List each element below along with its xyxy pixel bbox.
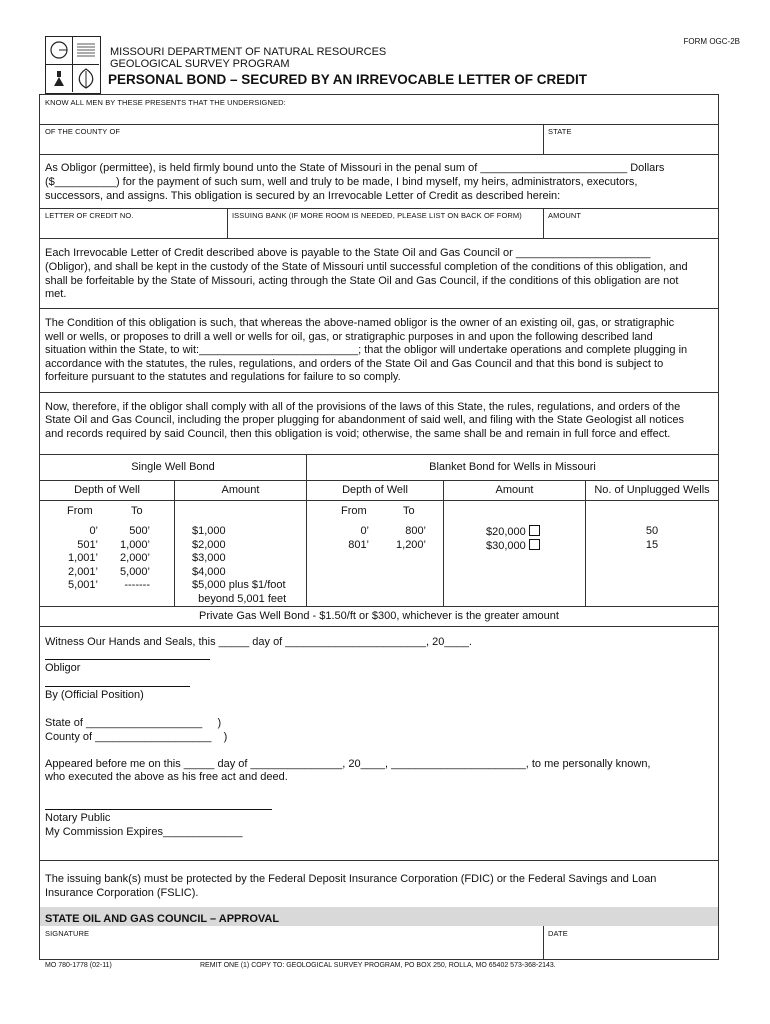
payable-line-1: Each Irrevocable Letter of Credit described above is payable to the State Oil and Gas Council or ______________________: [45, 247, 651, 259]
blanket-amount-row-1: [486, 525, 540, 540]
fdic-line-1: The issuing bank(s) must be protected by the Federal Deposit Insurance Corporation (FDIC) or the Federal Savings and Loan: [45, 873, 657, 885]
single-from-values: 0’ 501’ 1,001’ 2,001’ 5,001’: [68, 525, 98, 591]
therefore-line-2: State Oil and Gas Council, including the proper plugging for abandonment of said well, and filing with the State Geologist all notices: [45, 414, 684, 426]
payable-line-4: met.: [45, 288, 67, 300]
remit-address: REMIT ONE (1) COPY TO: GEOLOGICAL SURVEY PROGRAM, PO BOX 250, ROLLA, MO 65402 573-368-2143.: [200, 962, 556, 969]
department-name: MISSOURI DEPARTMENT OF NATURAL RESOURCES: [110, 46, 387, 58]
blanket-amount-row-2: [486, 539, 540, 554]
state-of-line: State of ___________________ ): [45, 717, 222, 729]
divider: [39, 392, 719, 393]
divider: [39, 480, 719, 481]
divider: [39, 154, 719, 155]
date-field[interactable]: DATE: [548, 929, 568, 938]
county-of-line: County of ___________________ ): [45, 731, 228, 743]
appeared-line-2: who executed the above as his free act and deed.: [45, 771, 288, 783]
blanket-amount-header: Amount: [495, 484, 534, 496]
single-to-header: To: [131, 505, 143, 517]
fdic-line-2: Insurance Corporation (FSLIC).: [45, 887, 199, 899]
therefore-line-1: Now, therefore, if the obligor shall comply with all of the provisions of the laws of this State, the rules, regulations, and orders of the: [45, 401, 681, 413]
blanket-depth-header: Depth of Well: [342, 484, 408, 496]
undersigned-field[interactable]: KNOW ALL MEN BY THESE PRESENTS THAT THE UNDERSIGNED:: [45, 98, 286, 107]
divider: [543, 926, 544, 960]
blanket-from-values: 0’ 801’: [348, 525, 369, 551]
official-position-line[interactable]: [45, 686, 190, 687]
form-number: FORM OGC-2B: [683, 37, 740, 46]
divider: [39, 208, 719, 209]
condition-line-3: situation within the State, to wit:__________________________; that the obligor will undertake operations and complete plugging in: [45, 344, 688, 356]
single-depth-header: Depth of Well: [74, 484, 140, 496]
unplugged-values: 50 15: [645, 525, 659, 551]
divider: [39, 626, 719, 627]
approval-title: STATE OIL AND GAS COUNCIL – APPROVAL: [45, 913, 280, 925]
condition-line-2: well or wells, or proposes to drill a well or wells for oil, gas, or stratigraphic purposes in and upon the following described land: [45, 331, 653, 343]
signature-field[interactable]: SIGNATURE: [45, 929, 90, 938]
county-field[interactable]: OF THE COUNTY OF: [45, 127, 121, 136]
obligor-line-1: As Obligor (permittee), is held firmly bound unto the State of Missouri in the penal sum of ________________________ Dollars: [45, 162, 665, 174]
blanket-bond-heading: Blanket Bond for Wells in Missouri: [429, 461, 596, 473]
obligor-label: Obligor: [45, 662, 81, 674]
condition-line-4: accordance with the statutes, the rules, regulations, and orders of the State Oil and Gas Council and that this bond is subject to: [45, 358, 664, 370]
commission-expires: My Commission Expires_____________: [45, 826, 243, 838]
divider: [39, 238, 719, 239]
blanket-30000-checkbox[interactable]: [529, 539, 540, 550]
single-well-bond-heading: Single Well Bond: [131, 461, 215, 473]
divider: [39, 860, 719, 861]
notary-signature-line[interactable]: [45, 809, 272, 810]
notary-public-label: Notary Public: [45, 812, 111, 824]
private-gas-bond: Private Gas Well Bond - $1.50/ft or $300, whichever is the greater amount: [199, 610, 559, 622]
single-from-header: From: [67, 505, 93, 517]
divider: [543, 124, 544, 154]
obligor-signature-line[interactable]: [45, 659, 210, 660]
blanket-from-header: From: [341, 505, 367, 517]
condition-line-1: The Condition of this obligation is such, that whereas the above-named obligor is the owner of an existing oil, gas, or stratigraphic: [45, 317, 675, 329]
dnr-logo-icon: [45, 36, 101, 94]
blanket-to-header: To: [403, 505, 415, 517]
divider: [39, 308, 719, 309]
divider: [306, 454, 307, 606]
divider: [443, 480, 444, 606]
divider: [39, 606, 719, 607]
divider: [227, 208, 228, 238]
obligor-line-3: successors, and assigns. This obligation is secured by an Irrevocable Letter of Credit as described herein:: [45, 190, 561, 202]
witness-line: Witness Our Hands and Seals, this _____ day of _______________________, 20____.: [45, 636, 472, 648]
divider: [174, 480, 175, 606]
letter-of-credit-field[interactable]: LETTER OF CREDIT NO.: [45, 211, 134, 220]
payable-line-2: (Obligor), and shall be kept in the custody of the State of Missouri until successful completion of the conditions of this obligation, and: [45, 261, 688, 273]
program-name: GEOLOGICAL SURVEY PROGRAM: [110, 58, 290, 70]
blanket-to-values: 800’ 1,200’: [396, 525, 426, 551]
divider: [543, 208, 544, 238]
single-amount-values: $1,000 $2,000 $3,000 $4,000 $5,000 plus $1/foot beyond 5,001 feet: [192, 525, 287, 605]
state-field[interactable]: STATE: [548, 127, 572, 136]
single-amount-header: Amount: [221, 484, 260, 496]
blanket-amount-2: $30,000: [486, 540, 526, 552]
condition-line-5: forfeiture pursuant to the statutes and regulations for failure to so comply.: [45, 371, 401, 383]
payable-line-3: shall be forfeitable by the State of Missouri, acting through the State Oil and Gas Council, if the conditions of this obligation are not: [45, 275, 679, 287]
unplugged-header: No. of Unplugged Wells: [594, 484, 710, 496]
page-title: PERSONAL BOND – SECURED BY AN IRREVOCABLE LETTER OF CREDIT: [108, 72, 588, 87]
divider: [39, 124, 719, 125]
divider: [39, 454, 719, 455]
appeared-line-1: Appeared before me on this _____ day of _______________, 20____, ______________________, to me personally known,: [45, 758, 651, 770]
blanket-amount-1: $20,000: [486, 526, 526, 538]
therefore-line-3: and records required by said Council, then this obligation is void; otherwise, the same shall be and remain in full force and effect.: [45, 428, 671, 440]
blanket-20000-checkbox[interactable]: [529, 525, 540, 536]
amount-field[interactable]: AMOUNT: [548, 211, 582, 220]
divider: [39, 500, 719, 501]
obligor-line-2: ($__________) for the payment of such sum, well and truly to be made, I bind myself, my heirs, administrators, executors,: [45, 176, 638, 188]
issuing-bank-field[interactable]: ISSUING BANK (IF MORE ROOM IS NEEDED, PLEASE LIST ON BACK OF FORM): [232, 211, 522, 220]
single-to-values: 500’ 1,000’ 2,000’ 5,000’ -------: [120, 525, 150, 591]
official-position-label: By (Official Position): [45, 689, 144, 701]
form-code: MO 780-1778 (02-11): [45, 962, 112, 969]
